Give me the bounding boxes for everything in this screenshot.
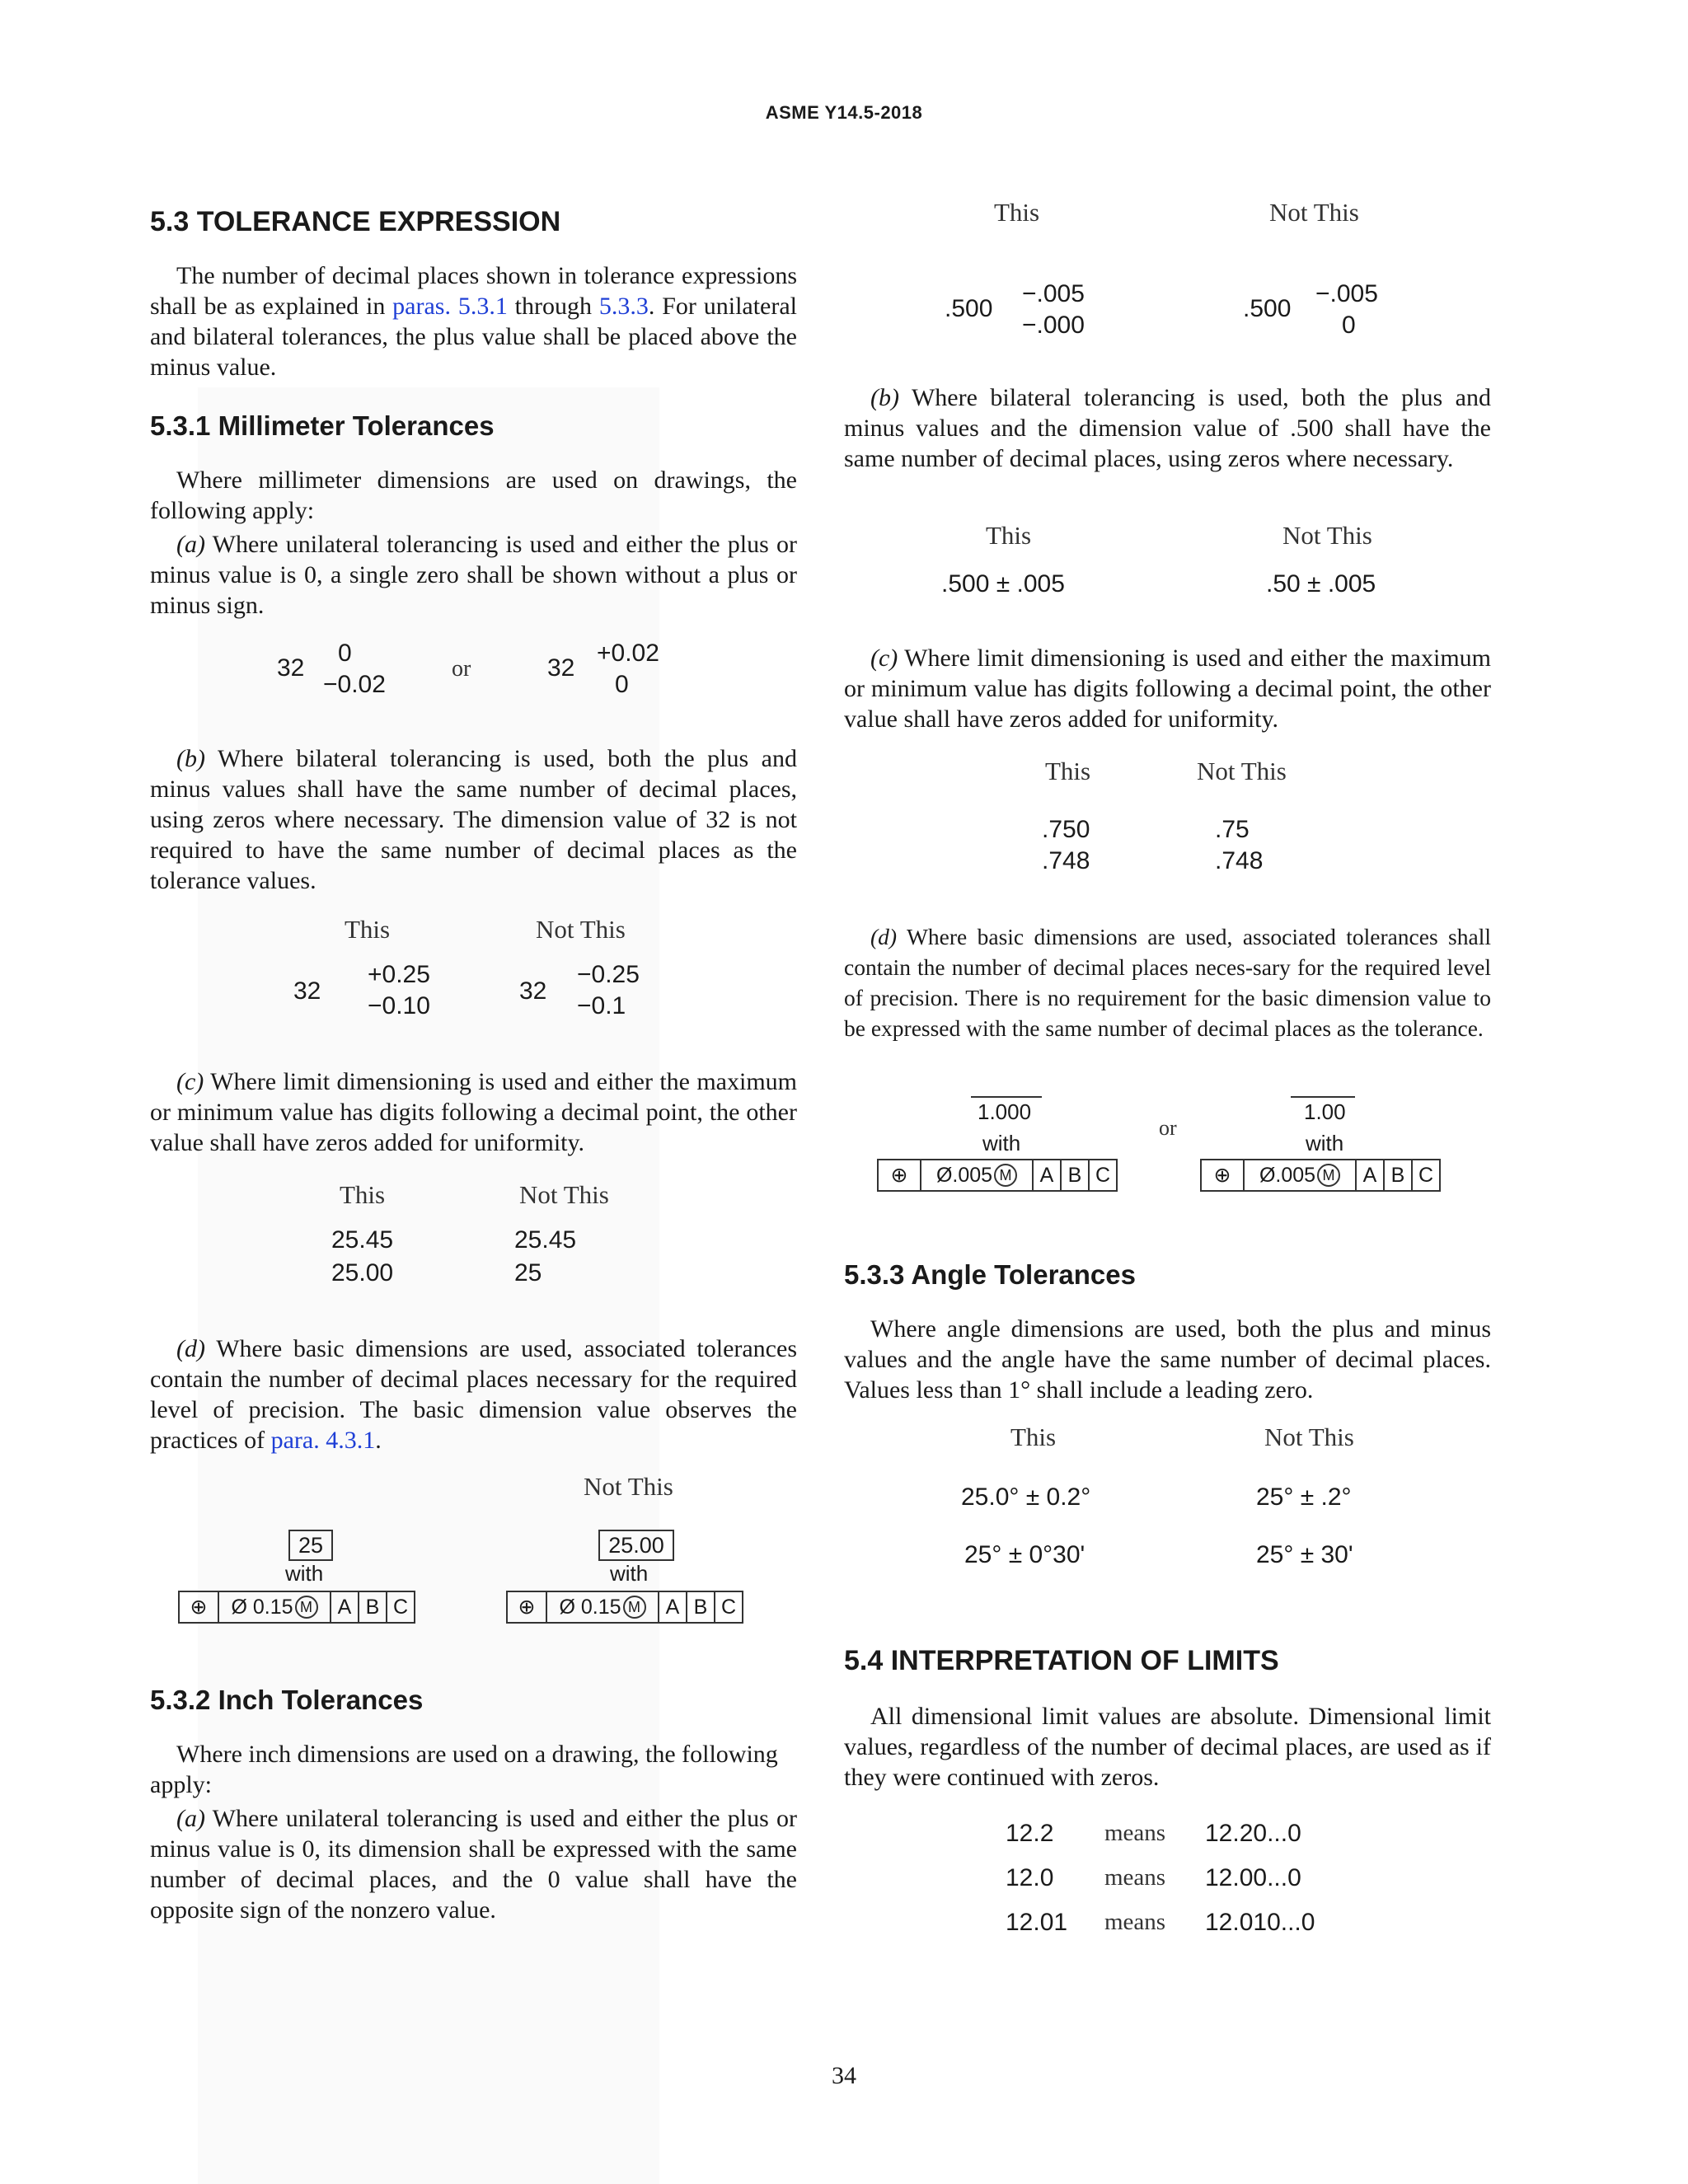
limit-lower: 25 (514, 1259, 542, 1286)
tolerance-value: Ø 0.15 (231, 1595, 293, 1619)
limit-value: 12.0 (1006, 1864, 1054, 1891)
limit-expanded: 12.20...0 (1205, 1820, 1301, 1847)
lower-tol: 0 (615, 671, 629, 698)
item-d-mm (150, 1333, 797, 1455)
section-5-3-paragraph (150, 260, 797, 382)
link-para-4-3-1[interactable]: para. 4.3.1 (270, 1427, 376, 1454)
upper-tol: 0 (338, 640, 352, 667)
limit-value: 12.2 (1006, 1820, 1054, 1847)
dim-value: .500 (945, 295, 993, 322)
item-label: (a) (176, 1805, 205, 1832)
feature-control-frame (178, 1591, 415, 1624)
position-icon: ⊕ (879, 1160, 921, 1190)
dim-value: 32 (293, 977, 321, 1005)
datum-c: C (720, 1595, 737, 1619)
lower-tol: −0.1 (577, 992, 626, 1019)
text: Where basic dimensions are used, associated tolerances contain the number of decimal places necessary for the required level of precision. The basic dimension value observes the practices of (150, 1335, 797, 1454)
dim-value: 32 (547, 654, 575, 682)
not-this-label: Not This (536, 915, 626, 944)
section-5-4-title: 5.4 INTERPRETATION OF LIMITS (844, 1645, 1279, 1676)
not-this-label: Not This (1197, 757, 1287, 785)
not-this-label: Not This (1264, 1422, 1354, 1451)
lower-tol: −0.02 (323, 671, 386, 698)
text: through (507, 293, 599, 320)
basic-dimension: 1.00 (1304, 1099, 1346, 1124)
section-5-3-title: 5.3 TOLERANCE EXPRESSION (150, 206, 561, 237)
basic-dimension: 1.000 (978, 1099, 1032, 1124)
item-label: (b) (870, 384, 899, 411)
link-5-3-3[interactable]: 5.3.3 (598, 293, 649, 320)
or-label: or (452, 656, 471, 682)
item-a-inch (150, 1803, 797, 1925)
datum-b: B (687, 1592, 715, 1622)
text: Where limit dimensioning is used and either the maximum or minimum value has digits following a decimal point, the other value shall have zeros added for uniformity. (844, 644, 1491, 733)
means-label: means (1104, 1864, 1166, 1891)
limit-lower: 25.00 (331, 1259, 394, 1286)
item-b-inch (844, 382, 1491, 474)
tolerance-cell (1245, 1160, 1357, 1190)
lower-tol: −.000 (1022, 312, 1085, 339)
means-label: means (1104, 1820, 1166, 1846)
angle-value: 25° ± 30' (1256, 1541, 1353, 1568)
not-this-label: Not This (1269, 198, 1359, 227)
limit-expanded: 12.010...0 (1205, 1909, 1315, 1936)
tolerance-value: Ø 0.15 (559, 1595, 621, 1619)
item-c-mm (150, 1066, 797, 1158)
position-icon: ⊕ (508, 1592, 547, 1622)
text: Where bilateral tolerancing is used, both the plus and minus values and the dimension value of .500 shall have the same number of decimal places, using zeros where necessary. (844, 384, 1491, 472)
text: The number of decimal places shown in tolerance expressions shall be as explained in (150, 262, 797, 320)
datum-b: B (1385, 1160, 1413, 1190)
limit-upper: .750 (1042, 816, 1090, 843)
basic-overline (971, 1096, 1042, 1098)
item-label: (b) (176, 745, 205, 772)
this-label: This (994, 198, 1040, 227)
mmc-modifier-icon: M (623, 1596, 646, 1619)
dim-value: .500 (1243, 295, 1292, 322)
or-label: or (1159, 1116, 1177, 1140)
lower-tol: −0.10 (368, 992, 430, 1019)
angle-value: 25° ± .2° (1256, 1483, 1352, 1511)
page-number: 34 (832, 2062, 856, 2089)
with-label: with (285, 1561, 324, 1586)
item-label: (c) (176, 1068, 204, 1095)
item-a-mm (150, 529, 797, 621)
with-label: with (610, 1561, 649, 1586)
upper-tol: −0.25 (577, 961, 640, 988)
item-d-inch (844, 921, 1491, 1043)
limit-upper: 25.45 (331, 1226, 394, 1254)
not-this-label: Not This (1282, 521, 1372, 550)
feature-control-frame (506, 1591, 743, 1624)
limit-lower: .748 (1042, 847, 1090, 874)
link-paras-5-3-1[interactable]: paras. 5.3.1 (392, 293, 508, 320)
text: Where bilateral tolerancing is used, both the plus and minus values shall have the same number of decimal places, using zeros where necessary. The dimension value of 32 is not required to have the same number of decimal places as the tolerance values. (150, 745, 797, 894)
feature-control-frame (1200, 1159, 1441, 1192)
datum-c: C (392, 1595, 409, 1619)
text: Where unilateral tolerancing is used and either the plus or minus value is 0, a single zero shall be shown without a plus or minus sign. (150, 531, 797, 619)
lower-tol: 0 (1342, 312, 1356, 339)
this-label: This (1045, 757, 1091, 785)
basic-overline (1291, 1096, 1355, 1098)
limit-lower: .748 (1215, 847, 1264, 874)
item-label: (d) (870, 924, 898, 949)
text: . (375, 1427, 382, 1454)
item-label: (a) (176, 531, 205, 558)
dim-value: 32 (277, 654, 305, 682)
mmc-modifier-icon: M (1317, 1164, 1340, 1187)
bilateral-value: .500 ± .005 (941, 570, 1065, 598)
bilateral-value: .50 ± .005 (1266, 570, 1376, 598)
upper-tol: −.005 (1022, 280, 1085, 307)
item-c-inch (844, 643, 1491, 734)
datum-b: B (1062, 1160, 1090, 1190)
section-5-4-paragraph: All dimensional limit values are absolute. Dimensional limit values, regardless of the number of decimal places, are used as if they were continued with zeros. (844, 1703, 1491, 1791)
basic-dimension-box: 25 (288, 1530, 333, 1561)
basic-dimension-box: 25.00 (598, 1530, 674, 1561)
text: Where basic dimensions are used, associated tolerances shall contain the number of decimal places neces-sary for the required level of precision. There is no requirement for the basic dimension value to be expressed with the same number of decimal places as the tolerance. (844, 924, 1491, 1041)
datum-a: A (1034, 1160, 1062, 1190)
section-5-3-3-title: 5.3.3 Angle Tolerances (844, 1259, 1136, 1290)
datum-a: A (331, 1592, 359, 1622)
tolerance-cell (219, 1592, 331, 1622)
running-header: ASME Y14.5-2018 (765, 102, 923, 123)
text: Where unilateral tolerancing is used and either the plus or minus value is 0, its dimension shall be expressed with the same number of decimal places, and the 0 value shall have the opposite sign of the nonzero value. (150, 1805, 797, 1924)
tolerance-cell (547, 1592, 659, 1622)
upper-tol: −.005 (1315, 280, 1378, 307)
limit-upper: 25.45 (514, 1226, 577, 1254)
section-5-3-2-intro: Where inch dimensions are used on a drawing, the following apply: (150, 1741, 778, 1798)
datum-c: C (1095, 1163, 1111, 1187)
section-5-3-3-paragraph: Where angle dimensions are used, both the plus and minus values and the angle have the same number of decimal places. Values less than 1° shall include a leading zero. (844, 1315, 1491, 1404)
this-label: This (345, 915, 391, 944)
mmc-modifier-icon: M (994, 1164, 1017, 1187)
means-label: means (1104, 1909, 1166, 1935)
item-b-mm (150, 743, 797, 896)
with-label: with (1306, 1131, 1344, 1155)
item-label: (c) (870, 644, 898, 672)
section-5-3-1-title: 5.3.1 Millimeter Tolerances (150, 410, 495, 441)
text: Where limit dimensioning is used and either the maximum or minimum value has digits following a decimal point, the other value shall have zeros added for uniformity. (150, 1068, 797, 1156)
tolerance-value: Ø.005 (935, 1163, 993, 1187)
datum-a: A (1357, 1160, 1385, 1190)
datum-c: C (1418, 1163, 1434, 1187)
this-label: This (1010, 1422, 1057, 1451)
dim-value: 32 (519, 977, 547, 1005)
position-icon: ⊕ (180, 1592, 219, 1622)
position-icon: ⊕ (1202, 1160, 1245, 1190)
with-label: with (982, 1131, 1021, 1155)
not-this-label: Not This (584, 1472, 673, 1501)
mmc-modifier-icon: M (295, 1596, 318, 1619)
tolerance-value: Ø.005 (1259, 1163, 1316, 1187)
limit-expanded: 12.00...0 (1205, 1864, 1301, 1891)
datum-a: A (659, 1592, 687, 1622)
this-label: This (986, 521, 1032, 550)
feature-control-frame (877, 1159, 1118, 1192)
angle-value: 25.0° ± 0.2° (961, 1483, 1091, 1511)
angle-value: 25° ± 0°30' (964, 1541, 1085, 1568)
section-5-3-1-intro: Where millimeter dimensions are used on drawings, the following apply: (150, 466, 797, 524)
this-label: This (340, 1180, 386, 1209)
item-label: (d) (176, 1335, 205, 1362)
limit-value: 12.01 (1006, 1909, 1068, 1936)
tolerance-cell (921, 1160, 1034, 1190)
upper-tol: +0.02 (597, 640, 659, 667)
not-this-label: Not This (519, 1180, 609, 1209)
limit-upper: .75 (1215, 816, 1250, 843)
section-5-3-2-title: 5.3.2 Inch Tolerances (150, 1685, 424, 1715)
text: . For unilateral and bilateral tolerances, the plus value shall be placed above the minus value. (150, 293, 798, 381)
datum-b: B (359, 1592, 387, 1622)
upper-tol: +0.25 (368, 961, 430, 988)
